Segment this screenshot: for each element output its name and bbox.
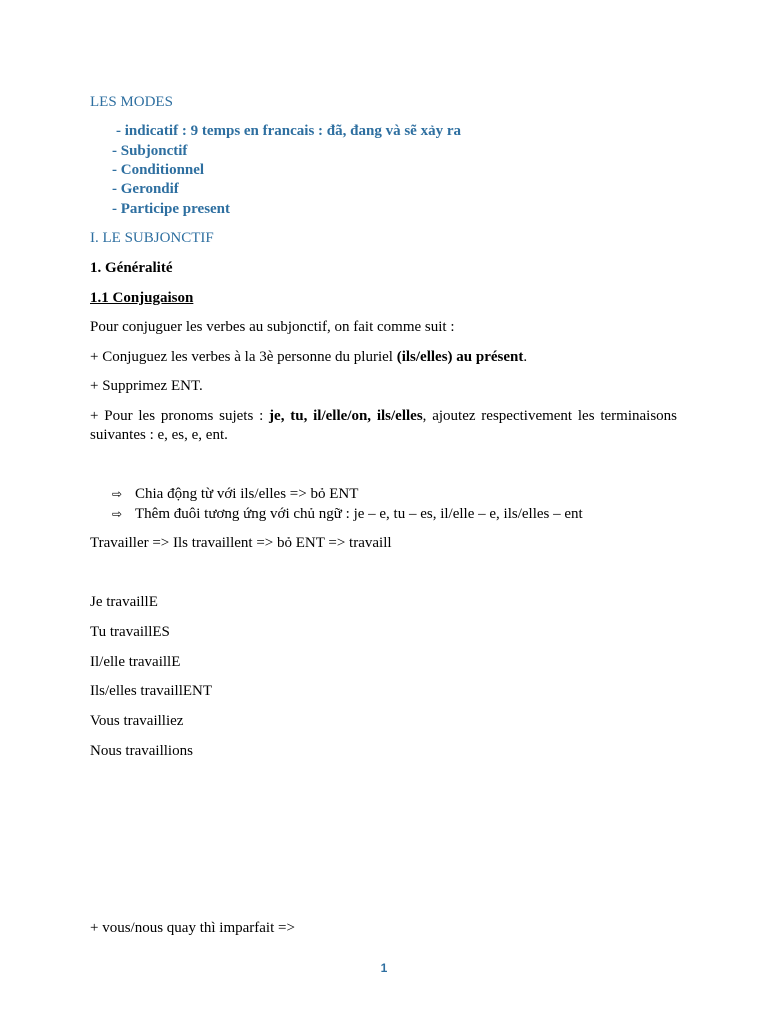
mode-item-subjonctif: - Subjonctif [112, 143, 188, 159]
rule-1-text: + Conjuguez les verbes à la 3è personne du pluriel [90, 349, 397, 365]
bullet-item-1: Chia động từ với ils/elles => bỏ ENT [135, 486, 359, 502]
rule-3-bold: je, tu, il/elle/on, ils/elles [269, 408, 423, 424]
heading-modes: LES MODES [90, 94, 173, 110]
conjugation-ils-elles: Ils/elles travaillENT [90, 683, 213, 699]
conjugation-tu: Tu travaillES [90, 624, 170, 640]
section-title: I. LE SUBJONCTIF [90, 230, 214, 246]
conjugation-je: Je travaillE [90, 594, 158, 610]
bullet-item-2: Thêm đuôi tương ứng với chủ ngữ : je – e, tu – es, il/elle – e, ils/elles – ent [135, 506, 583, 522]
arrow-right-outline-icon: ⇨ [112, 487, 123, 501]
rule-2: + Supprimez ENT. [90, 378, 203, 394]
mode-item-conditionnel: - Conditionnel [112, 162, 205, 178]
conjugation-il-elle: Il/elle travaillE [90, 654, 181, 670]
arrow-right-outline-icon: ⇨ [112, 507, 123, 521]
page-number: 1 [380, 961, 388, 975]
subheading-generalite: 1. Généralité [90, 260, 173, 276]
conjugation-nous: Nous travaillions [90, 743, 193, 759]
subheading-conjugaison: 1.1 Conjugaison [90, 290, 194, 306]
note-line: + vous/nous quay thì imparfait => [90, 920, 295, 936]
mode-item-participe: - Participe present [112, 201, 231, 217]
rule-1 [90, 348, 527, 367]
example-line: Travailler => Ils travaillent => bỏ ENT => travaill [90, 535, 392, 551]
rule-3-end: , ajoutez respectivement les terminaisons suivantes : e, es, e, ent. [90, 408, 677, 443]
rule-1-end: . [523, 349, 528, 365]
mode-item-indicatif: - indicatif : 9 temps en francais : đã, đang và sẽ xảy ra [116, 123, 461, 139]
rule-3 [90, 407, 677, 445]
intro-paragraph: Pour conjuguer les verbes au subjonctif, on fait comme suit : [90, 319, 455, 335]
rule-3-text: + Pour les pronoms sujets : [90, 408, 270, 424]
conjugation-vous: Vous travailliez [90, 713, 184, 729]
mode-item-gerondif: - Gerondif [112, 181, 179, 197]
rule-1-bold: (ils/elles) au présent [396, 349, 524, 365]
